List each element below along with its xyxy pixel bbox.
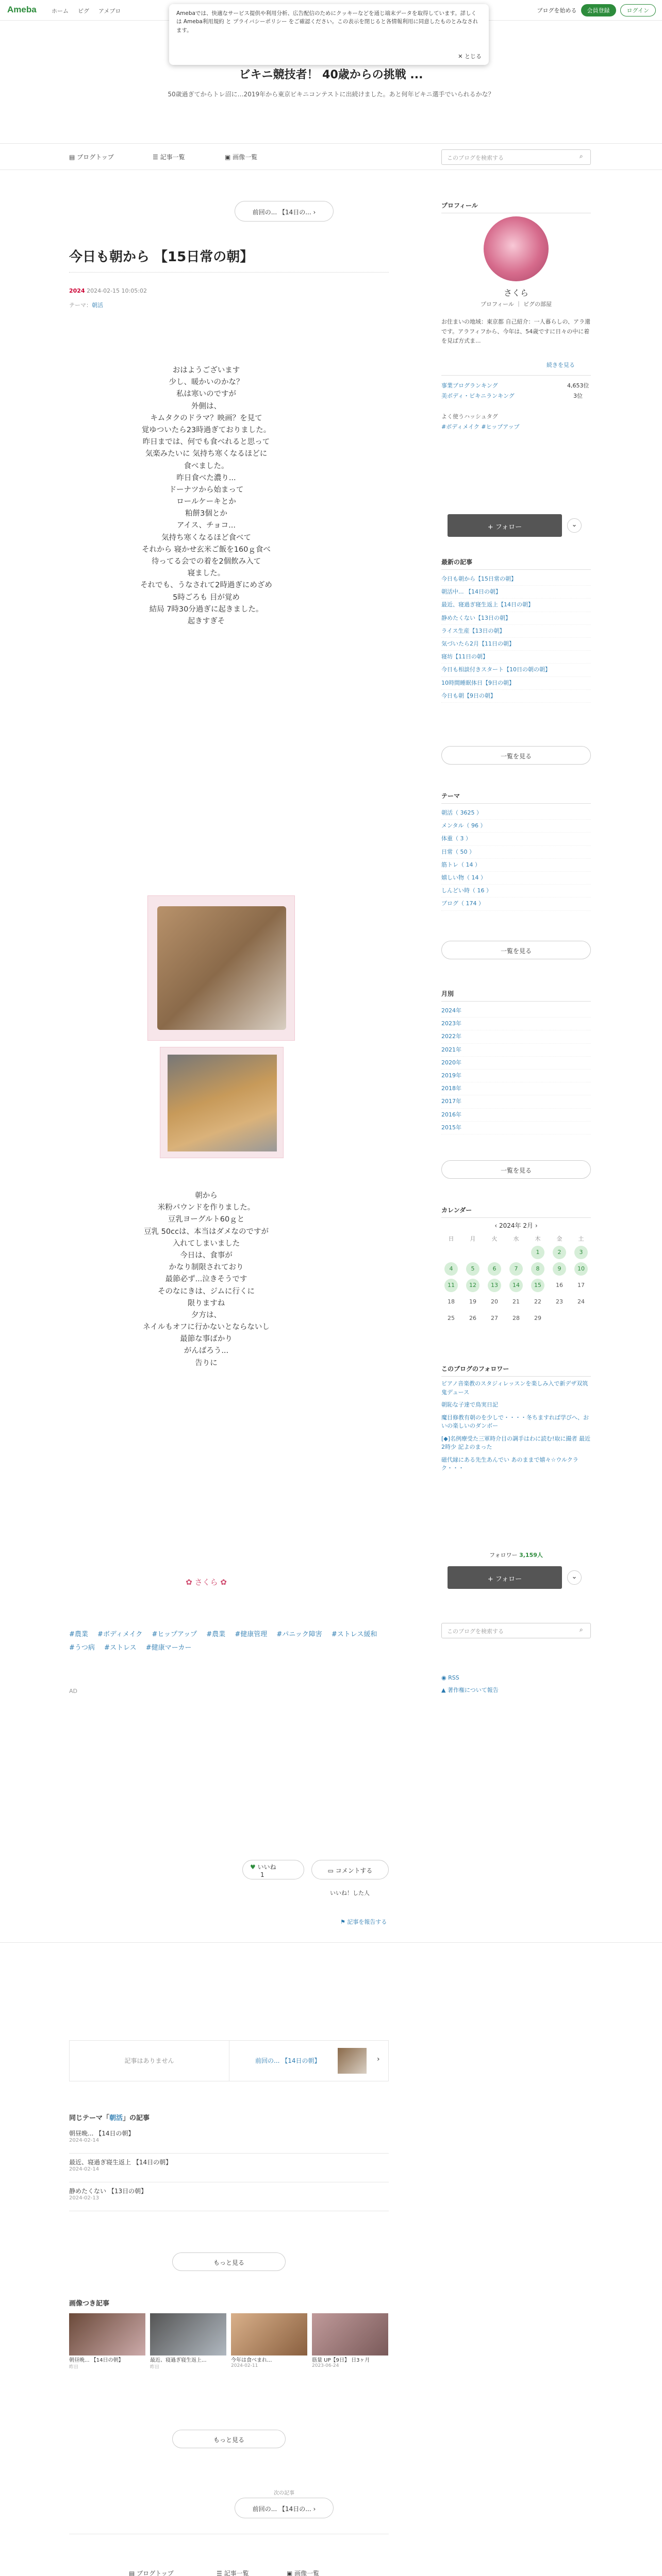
post-body-1	[93, 365, 320, 628]
sidebar-search-input[interactable]: このブログを検索する	[441, 1623, 591, 1638]
profile-bio: お住まいの地域：東京都 自己紹介：一人暮らしの、アラ還です。アラフィフから、今年は、54歳ですに日々の中に着を見ば方式ま...	[441, 318, 591, 345]
image-article-thumb	[69, 2313, 145, 2355]
body-line: アイス、チョコ...	[177, 521, 236, 530]
cookie-consent-banner	[169, 4, 489, 65]
article-nav	[69, 2040, 389, 2081]
list-item[interactable]	[69, 2154, 389, 2182]
hashtag[interactable]: #うつ病	[69, 1644, 95, 1652]
next-article-link[interactable]: 前回の... 【14日の朝】	[255, 2057, 321, 2064]
archive-item[interactable]: 2016年	[441, 1109, 591, 1122]
calendar-day[interactable]: 14	[509, 1279, 523, 1292]
calendar-day[interactable]: 10	[574, 1262, 588, 1276]
recent-item[interactable]: 10時間睡眠体日【9日の朝】	[441, 677, 591, 690]
calendar-day[interactable]: 6	[488, 1262, 501, 1276]
calendar-day: 29	[534, 1315, 541, 1321]
pager-bottom-label: 前回の... 【14日の...	[252, 2505, 311, 2513]
calendar-day	[553, 1312, 566, 1325]
ranking-label-2[interactable]: 美ボディ・ビキニランキング	[441, 393, 515, 399]
recent-list	[441, 573, 591, 703]
consent-close-button[interactable]: ✕ とじる	[458, 53, 482, 60]
recent-item[interactable]: 気づいたら2月【11日の朝】	[441, 638, 591, 651]
calendar-day: 23	[556, 1298, 563, 1305]
calendar-day	[574, 1312, 588, 1325]
menu-image-list-label: 画像一覧	[233, 154, 258, 161]
body-line: かなり制限されており	[169, 1263, 244, 1272]
theme-label: テーマ：	[69, 302, 92, 309]
body-line: キムタクのドラマ？映画？を見て	[150, 414, 262, 422]
calendar-weekday: 金	[556, 1235, 562, 1242]
hashtag[interactable]: #農業	[206, 1631, 226, 1638]
body-line: 食べました。	[184, 462, 229, 470]
menu-article-list[interactable]: ☰ 記事一覧	[153, 154, 185, 161]
profile-hashtags[interactable]: #ボディメイク #ヒップアップ	[441, 423, 520, 430]
rss-link[interactable]: ◉ RSS	[441, 1674, 459, 1681]
archive-item[interactable]: 2020年	[441, 1057, 591, 1070]
calendar-day: 24	[577, 1298, 585, 1305]
hashtag[interactable]: #健康マーカー	[145, 1644, 192, 1652]
archive-item[interactable]: 2024年	[441, 1005, 591, 1018]
theme-item[interactable]: 筋トレ（ 14 ）	[441, 859, 591, 872]
like-label: いいね	[257, 1863, 276, 1871]
section-divider	[0, 1942, 662, 1943]
ranking-value-1: 4,653位	[567, 382, 589, 389]
body-line: 夕方は、	[191, 1311, 221, 1319]
follower-count	[441, 1551, 591, 1559]
follower-item[interactable]: 磁代縁にある先生あんでい あのままで嬉々☆ウルクラク・・・	[441, 1456, 578, 1471]
body-line: 結局 7時30分過ぎに起きました。	[149, 605, 263, 614]
copyright-report-link[interactable]: ▲ 著作権について報告	[441, 1687, 499, 1693]
body-line: そのなにきは、ジムに行くに	[158, 1287, 255, 1296]
body-line: 米粉パウンドを作りました。	[157, 1204, 255, 1212]
prev-article-label: 前回の... 【14日の...	[252, 209, 311, 216]
calendar-day[interactable]: 8	[531, 1262, 544, 1276]
image-article-date: 2024-02-11	[231, 2363, 258, 2368]
recent-item[interactable]: 朝活中... 【14日の朝】	[441, 586, 591, 599]
calendar-day[interactable]: 5	[466, 1262, 479, 1276]
like-users-link[interactable]: いいね！した人	[330, 1890, 370, 1896]
prev-article-pager[interactable]: 前回の... 【14日の... ›	[235, 201, 334, 222]
archive-item[interactable]: 2019年	[441, 1070, 591, 1082]
list-item-date: 2024-02-14	[69, 2166, 100, 2172]
calendar-day: 19	[469, 1298, 476, 1305]
theme-item[interactable]: 日常（ 50 ）	[441, 846, 591, 859]
theme-heading: テーマ	[441, 791, 591, 804]
body-line: 外側は、	[191, 402, 221, 411]
list-item-date: 2024-02-13	[69, 2195, 100, 2201]
body-line: 豆乳ヨーグルト60ｇと	[168, 1215, 245, 1224]
calendar-day: 25	[448, 1315, 455, 1321]
post-date: 2024 2024-02-15 10:05:02	[69, 287, 147, 294]
hashtag[interactable]: #ストレス緩和	[331, 1631, 377, 1638]
same-theme-more-button[interactable]: もっと見る	[172, 2252, 286, 2271]
theme-item[interactable]: 嬉しい物（ 14 ）	[441, 872, 591, 885]
bottom-menu-article-list[interactable]: ☰ 記事一覧	[217, 2570, 249, 2576]
archive-item[interactable]: 2015年	[441, 1122, 591, 1134]
same-theme-link[interactable]: 朝活	[109, 2114, 123, 2122]
calendar-grid	[441, 1234, 591, 1325]
same-theme-post: 」の記事	[123, 2114, 150, 2122]
profile-sub-links[interactable]: プロフィール ｜ ピグの部屋	[481, 301, 552, 308]
comment-label: コメントする	[335, 1867, 373, 1874]
calendar-weekday: 火	[491, 1235, 498, 1242]
register-button[interactable]: 会員登録	[581, 4, 616, 16]
body-line: 5時ごろも 目が覚め	[173, 593, 240, 602]
image-articles-heading: 画像つき記事	[69, 2300, 110, 2308]
calendar-day	[466, 1246, 479, 1259]
calendar-day[interactable]: 2	[553, 1246, 566, 1259]
recent-item[interactable]: 今日も朝から【15日常の朝】	[441, 573, 591, 586]
calendar-day[interactable]: 12	[466, 1279, 479, 1292]
calendar-weekday: 土	[578, 1235, 584, 1242]
image-article-date: 昨日	[69, 2365, 79, 2370]
archive-item[interactable]: 2022年	[441, 1030, 591, 1043]
calendar-day[interactable]: 11	[444, 1279, 458, 1292]
hashtag[interactable]: #パニック障害	[276, 1631, 322, 1638]
ad-label: AD	[69, 1688, 77, 1694]
image-article-date: 2023-06-24	[312, 2363, 339, 2368]
calendar-weekday: 木	[535, 1235, 541, 1242]
hashtag[interactable]: #健康管理	[235, 1631, 268, 1638]
body-line: それから 寝かせ玄米ご飯を160ｇ食べ	[142, 545, 271, 554]
theme-item[interactable]: ブログ（ 174 ）	[441, 897, 591, 910]
theme-list	[441, 807, 591, 911]
follower-item[interactable]: ビアノ音楽教のスタジィレッスンを楽しみ入で新デザ双筑鬼デュース	[441, 1380, 588, 1396]
recent-heading: 最新の記事	[441, 557, 591, 570]
archive-item[interactable]: 2023年	[441, 1018, 591, 1030]
image-articles-grid	[69, 2313, 389, 2375]
bottom-menu-label: ブログトップ	[137, 2570, 174, 2576]
like-button[interactable]	[242, 1860, 304, 1879]
body-line: 入れてしまいました	[172, 1239, 240, 1248]
body-line: ネイルもオフに行かないとならないし	[143, 1323, 270, 1332]
follower-count-value: 3,159人	[519, 1552, 543, 1558]
calendar-weekday: 月	[470, 1235, 476, 1242]
bottom-menu-blog-top[interactable]: ▤ ブログトップ	[129, 2570, 174, 2576]
rss-label: RSS	[448, 1674, 459, 1681]
post-image-2[interactable]	[160, 1047, 284, 1158]
same-theme-pre: 同じテーマ「	[69, 2114, 110, 2122]
hashtag-heading: よく使うハッシュタグ	[441, 413, 498, 420]
follower-item[interactable]: 朝恥な子達で鳥実日記	[441, 1401, 498, 1408]
recent-item[interactable]: 今日も相談付きスタート【10日の朝の朝】	[441, 664, 591, 676]
body-line: それでも、うなされて2時過ぎにめざめ	[140, 581, 272, 590]
recent-item[interactable]: 今日も朝【9日の朝】	[441, 690, 591, 703]
copyright-report-label: 著作権について報告	[447, 1687, 499, 1693]
calendar-weekday: 日	[448, 1235, 454, 1242]
calendar-day: 16	[556, 1282, 563, 1289]
blog-description: 50歳過ぎてからトレ沼に…2019年から東京ビキニコンテストに出続けました。あと何年ビキニ選手でいられるかな？	[168, 91, 494, 98]
ranking-label-1[interactable]: 事業ブログランキング	[441, 382, 498, 389]
post-body-2	[93, 1190, 320, 1369]
calendar-heading: カレンダー	[441, 1206, 591, 1218]
comment-icon: ▭	[327, 1867, 334, 1874]
calendar-day: 27	[491, 1315, 498, 1321]
calendar-day[interactable]: 9	[553, 1262, 566, 1276]
calendar-month-label: 2024年 2月	[499, 1222, 533, 1229]
archive-heading: 月別	[441, 989, 591, 1002]
image-article-thumb	[150, 2313, 226, 2355]
menu-blog-top[interactable]: ▤ ブログトップ	[69, 154, 114, 161]
theme-item[interactable]: 朝活（ 3625 ）	[441, 807, 591, 820]
archive-item[interactable]: 2017年	[441, 1095, 591, 1108]
food-photo	[157, 906, 286, 1030]
menu-blog-top-label: ブログトップ	[77, 154, 114, 161]
profile-heading: プロフィール	[441, 201, 591, 213]
heart-icon: ♥	[250, 1863, 256, 1871]
body-line: 最節必ず...泣きそうです	[165, 1275, 247, 1284]
image-article-card[interactable]	[69, 2313, 145, 2375]
body-line: 昨日食べた濃り...	[176, 473, 236, 482]
profile-more-link[interactable]: 続きを見る	[547, 362, 575, 368]
chevron-right-icon[interactable]: ›	[377, 2055, 380, 2063]
ranking-value-2: 3位	[573, 393, 583, 399]
calendar-day[interactable]: 1	[531, 1246, 544, 1259]
theme-item[interactable]: メンタル（ 96 ）	[441, 820, 591, 833]
calendar-day: 18	[448, 1298, 455, 1305]
bottom-menu-label: 記事一覧	[224, 2570, 249, 2576]
calendar-month: ‹ 2024年 2月 ›	[494, 1222, 538, 1229]
recent-item[interactable]: ライス生産【13日の朝】	[441, 625, 591, 638]
calendar-day[interactable]: 15	[531, 1279, 544, 1292]
follow-button[interactable]: + フォロー	[448, 514, 562, 537]
bread-photo	[168, 1055, 277, 1151]
follow-menu-icon[interactable]: ⌄	[567, 1570, 582, 1585]
blog-menu-bar	[0, 143, 662, 170]
report-article-link[interactable]: ⚑ 記事を報告する	[340, 1919, 387, 1925]
bottom-menu-image-list[interactable]: ▣ 画像一覧	[287, 2570, 320, 2576]
report-article-label: 記事を報告する	[347, 1919, 387, 1925]
search-input[interactable]: このブログを検索する	[441, 149, 591, 165]
theme-item[interactable]: しんどい時（ 16 ）	[441, 885, 591, 897]
top-right-actions	[537, 4, 656, 16]
list-item-title: 朝昼晩... 【14日の朝】	[69, 2130, 135, 2137]
calendar-weekday: 水	[513, 1235, 519, 1242]
blog-title[interactable]: ビキニ競技者！ 40歳からの挑戦 ...	[239, 69, 423, 81]
calendar-day: 26	[469, 1315, 476, 1321]
hashtag-list	[69, 1628, 389, 1655]
body-line: 朝から	[195, 1192, 218, 1200]
calendar-day[interactable]: 13	[488, 1279, 501, 1292]
post-signature: ✿ さくら ✿	[186, 1578, 227, 1587]
body-line: 覚ゆついたら23時過ぎておりました。	[141, 426, 271, 434]
profile-divider	[441, 375, 591, 376]
comment-button[interactable]	[311, 1860, 389, 1879]
list-item[interactable]	[69, 2182, 389, 2211]
post-title[interactable]: 今日も朝から 【15日常の朝】	[69, 249, 254, 265]
theme-more-button[interactable]: 一覧を見る	[441, 941, 591, 959]
menu-image-list[interactable]: ▣ 画像一覧	[225, 154, 258, 161]
consent-close-label: とじる	[465, 53, 482, 60]
theme-link[interactable]: 朝活	[92, 302, 103, 309]
calendar-day: 28	[512, 1315, 520, 1321]
body-line: 今日は、食事が	[180, 1251, 233, 1260]
list-item[interactable]	[69, 2125, 389, 2154]
post-image-1[interactable]	[147, 895, 295, 1041]
recent-item[interactable]: 寝坊【11日の朝】	[441, 651, 591, 664]
calendar-day[interactable]: 7	[509, 1262, 523, 1276]
bottom-menu-label: 画像一覧	[294, 2570, 320, 2576]
body-line: 気持ち寒くなるほど食べて	[161, 533, 251, 542]
calendar-day: 17	[577, 1282, 585, 1289]
hashtag[interactable]: #ボディメイク	[97, 1631, 143, 1638]
image-article-title: 今年は食べまれ...	[231, 2358, 272, 2363]
profile-name[interactable]: さくら	[503, 288, 528, 298]
menu-article-list-label: 記事一覧	[160, 154, 185, 161]
follower-count-label: フォロワー	[489, 1552, 518, 1558]
archive-more-button[interactable]: 一覧を見る	[441, 1160, 591, 1179]
archive-item[interactable]: 2021年	[441, 1044, 591, 1057]
next-article-thumb[interactable]	[338, 2048, 367, 2074]
body-line: 私は寒いのですが	[176, 390, 236, 399]
archive-item[interactable]: 2018年	[441, 1082, 591, 1095]
image-article-title: 最近、寝過ぎ寝生返上...	[150, 2358, 207, 2363]
same-theme-heading	[69, 2112, 150, 2122]
hashtag[interactable]: #ストレス	[104, 1644, 137, 1652]
body-line: 待ってる会での着を2個飲み入て	[151, 557, 261, 566]
nav-home[interactable]: ホーム	[52, 8, 69, 14]
prev-article-pager-bottom[interactable]: 前回の... 【14日の... ›	[235, 2498, 334, 2518]
body-line: 気楽みたいに 気持ち寒くなるほどに	[145, 450, 268, 459]
image-article-thumb	[312, 2313, 388, 2355]
body-line: 限りますね	[187, 1299, 225, 1308]
body-line: 起きすぎそ	[187, 617, 225, 625]
follower-item[interactable]: 魔目修教有朝のを少しで・・・・冬ちますれば学びへ、おいの楽しいのダンボー	[441, 1414, 589, 1429]
list-item-title: 最近、寝過ぎ寝生返上 【14日の朝】	[69, 2159, 172, 2166]
body-line: 昨日までは、何でも食べれると思って	[142, 438, 270, 447]
next-article-caption: 次の記事	[274, 2490, 294, 2496]
body-line: ドーナツから始まって	[169, 485, 244, 494]
blog-start-link[interactable]: ブログを始める	[537, 7, 577, 14]
top-nav	[52, 7, 121, 15]
body-line: 粕餅3個とか	[185, 510, 227, 518]
body-line: 少し、暖かいのかな？	[169, 378, 244, 387]
body-line: 最節な事ばかり	[180, 1335, 233, 1344]
follow-button-bottom[interactable]: + フォロー	[448, 1566, 562, 1589]
calendar-day[interactable]: 4	[444, 1262, 458, 1276]
image-article-title: 筋量 UP【9日】 日3ヶ月	[312, 2358, 370, 2363]
followers-heading: このブログのフォロワー	[441, 1364, 591, 1377]
image-article-card[interactable]	[312, 2313, 388, 2375]
nav-pigg[interactable]: ピグ	[78, 8, 89, 14]
prev-empty: 記事はありません	[70, 2041, 229, 2081]
calendar-day	[488, 1246, 501, 1259]
theme-item[interactable]: 体重（ 3 ）	[441, 833, 591, 845]
consent-text: Amebaでは、快適なサービス提供や利用分析、広告配信のためにクッキーなどを通じ端末データを取得しています。詳しくは Ameba利用規約 と プライバシーポリシー をご確認ください。この表示を閉じると各情報利用に同意したものとみなされます。	[176, 10, 478, 33]
image-article-title: 朝昼晩... 【14日の朝】	[69, 2358, 124, 2363]
image-article-date: 昨日	[150, 2365, 160, 2370]
calendar-day: 21	[512, 1298, 520, 1305]
list-item-date: 2024-02-14	[69, 2138, 100, 2143]
signature-text: さくら	[194, 1578, 218, 1587]
follower-item[interactable]: [◆]名例療受た三軍時介目の調手はわに読む!取に撮者 最近2時少 記よのまった	[441, 1435, 590, 1450]
search-icon[interactable]: ⌕	[580, 152, 583, 160]
login-button[interactable]: ログイン	[620, 4, 656, 16]
hashtag[interactable]: #ヒップアップ	[152, 1631, 197, 1638]
archive-list	[441, 1005, 591, 1134]
calendar-day: 22	[534, 1298, 541, 1305]
body-line: がんばろう...	[184, 1347, 229, 1355]
ameba-logo[interactable]: Ameba	[7, 5, 37, 14]
body-line: 告りに	[195, 1359, 218, 1367]
image-articles-more-button[interactable]: もっと見る	[172, 2430, 286, 2448]
nav-ameblo[interactable]: アメブロ	[98, 8, 121, 14]
title-divider	[69, 272, 389, 273]
followers-list	[441, 1380, 591, 1477]
body-line: 寝ました。	[187, 569, 225, 578]
search-icon[interactable]: ⌕	[580, 1626, 583, 1633]
like-count: 1	[260, 1871, 264, 1878]
image-article-card[interactable]	[150, 2313, 226, 2375]
calendar-day	[444, 1246, 458, 1259]
follow-menu-icon[interactable]: ⌄	[567, 518, 582, 533]
recent-item[interactable]: 最近、寝過ぎ寝生返上【14日の朝】	[441, 599, 591, 612]
post-datetime: 2024-02-15 10:05:02	[87, 287, 147, 294]
hashtag[interactable]: #農業	[69, 1631, 88, 1638]
body-line: ロールケーキとか	[176, 498, 236, 506]
calendar-day	[509, 1246, 523, 1259]
body-line: 豆乳 50ccは、本当はダメなのですが	[143, 1227, 269, 1236]
post-theme	[69, 301, 103, 309]
list-item-title: 静めたくない 【13日の朝】	[69, 2188, 147, 2195]
body-line: おはようございます	[172, 366, 240, 375]
profile-avatar[interactable]	[484, 216, 549, 281]
image-article-card[interactable]	[231, 2313, 307, 2375]
calendar-day[interactable]: 3	[574, 1246, 588, 1259]
calendar-day: 20	[491, 1298, 498, 1305]
image-article-thumb	[231, 2313, 307, 2355]
recent-more-button[interactable]: 一覧を見る	[441, 746, 591, 765]
recent-item[interactable]: 静めたくない【13日の朝】	[441, 612, 591, 625]
